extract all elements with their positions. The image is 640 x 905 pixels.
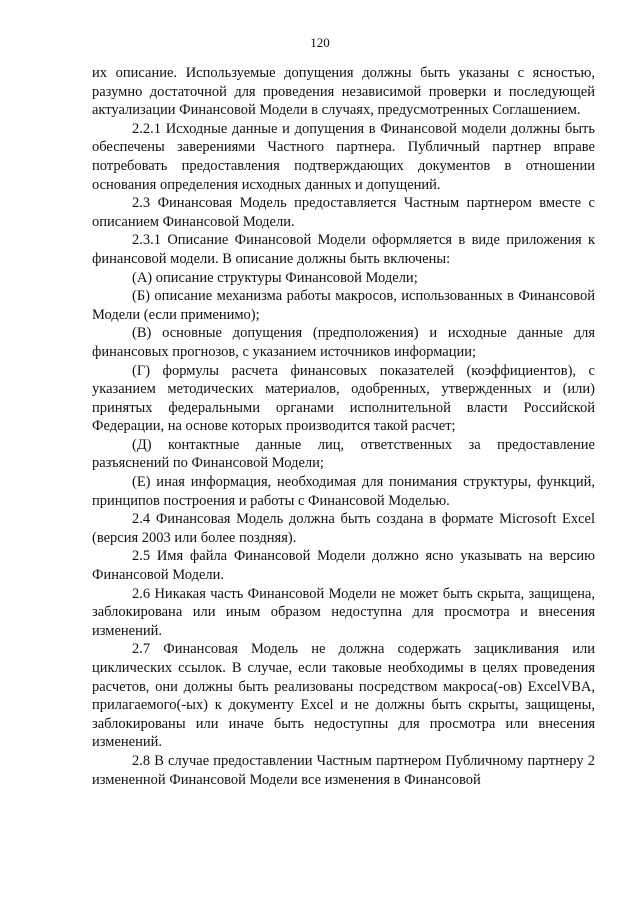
list-item-d: (Д) контактные данные лиц, ответственных за предоставление разъяснений по Финансовой Модели; — [92, 436, 595, 472]
list-item-e: (Е) иная информация, необходимая для понимания структуры, функций, принципов построения и работы с Финансовой Моделью. — [92, 474, 595, 509]
paragraph-2-3: 2.3 Финансовая Модель предоставляется Частным партнером вместе с описанием Финансовой Модели. — [92, 195, 595, 230]
list-item-g: (Г) формулы расчета финансовых показателей (коэффициентов), с указанием методических материалов, одобренных, утвержденных и (или) принятых федеральными органами исполнительной власти Российской Федерации, на основе которых производится такой расчет; — [92, 362, 595, 435]
list-item-v: (В) основные допущения (предположения) и исходные данные для финансовых прогнозов, с указанием источников информации; — [92, 325, 595, 360]
paragraph-2-5: 2.5 Имя файла Финансовой Модели должно ясно указывать на версию Финансовой Модели. — [92, 548, 595, 584]
paragraph-continuation: их описание. Используемые допущения должны быть указаны с ясностью, разумно достаточной для проведения независимой проверки и последующей актуализации Финансовой Модели в случаях, предусмотренных Соглашением. — [92, 65, 595, 119]
page-number: 120 — [310, 35, 330, 50]
list-item-a: (А) описание структуры Финансовой Модели; — [132, 269, 418, 286]
list-item-b: (Б) описание механизма работы макросов, использованных в Финансовой Модели (если применимо); — [92, 288, 595, 323]
paragraph-2-3-1: 2.3.1 Описание Финансовой Модели оформляется в виде приложения к финансовой модели. В описание должны быть включены: — [92, 232, 595, 267]
paragraph-2-7: 2.7 Финансовая Модель не должна содержать зацикливания или циклических ссылок. В случае, если таковые необходимы в целях проведения расчетов, они должны быть реализованы посредством макроса(-ов) ExcelVBA, прилагаемого(-ых) к документу Excel и не должны быть скрыты, защищены, заблокированы или иначе быть недоступны для просмотра или внесения изменений. — [92, 641, 595, 751]
paragraph-2-8: 2.8 В случае предоставлении Частным партнером Публичному партнеру 2 измененной Финансовой Модели все изменения в Финансовой — [92, 752, 595, 788]
paragraph-2-6: 2.6 Никакая часть Финансовой Модели не может быть скрыта, защищена, заблокирована или иным образом недоступна для просмотра и внесения изменений. — [92, 585, 595, 639]
paragraph-2-2-1: 2.2.1 Исходные данные и допущения в Финансовой модели должны быть обеспечены заверениями Частного партнера. Публичный партнер вправе потребовать предоставления подтверждающих документов в отношении основания определения исходных данных и допущений. — [92, 120, 595, 193]
document-body — [92, 64, 595, 789]
paragraph-2-4: 2.4 Финансовая Модель должна быть создана в формате Microsoft Excel (версия 2003 или более поздняя). — [92, 511, 595, 546]
